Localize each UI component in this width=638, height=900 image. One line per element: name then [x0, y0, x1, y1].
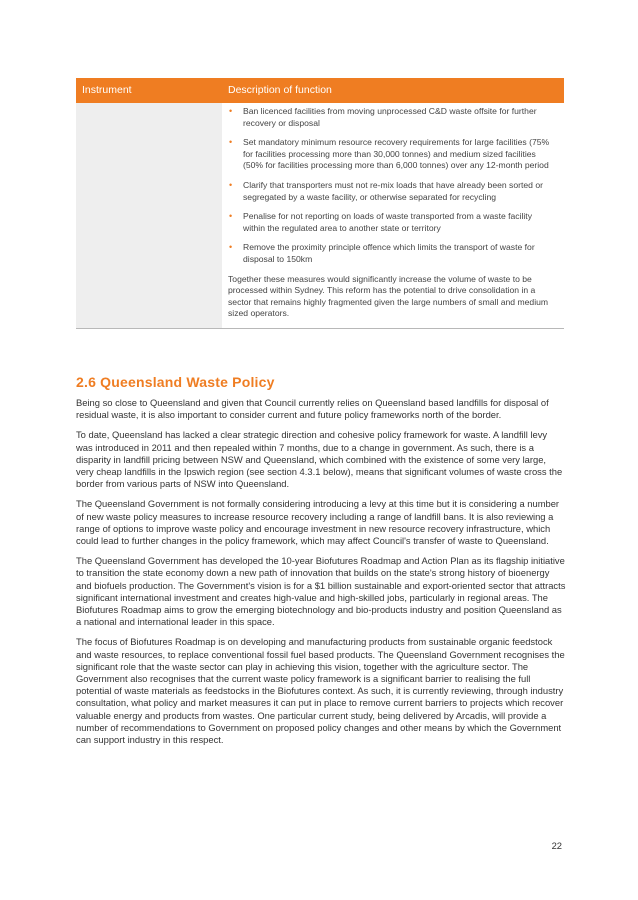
list-item-text: Ban licenced facilities from moving unprocessed C&D waste offsite for further recovery or disposal [243, 106, 537, 128]
list-item [228, 106, 554, 129]
list-item [228, 211, 554, 234]
list-item [228, 180, 554, 203]
header-description: Description of function [228, 84, 332, 96]
table-header-row [76, 78, 564, 103]
bullet-icon: • [229, 137, 233, 148]
list-item-text: Set mandatory minimum resource recovery requirements for large facilities (75% for facilities processing more than 30,000 tonnes) and medium sized facilities (50% for facilities processing more than 6,000 tonnes) over any 12-month period [243, 137, 550, 171]
table-summary: Together these measures would significantly increase the volume of waste to be processed within Sydney. This reform has the potential to drive consolidation in a sector that remains highly fragmented given the large numbers of small and medium sized operators. [228, 273, 549, 319]
page-number: 22 [551, 840, 562, 851]
paragraph: Being so close to Queensland and given that Council currently relies on Queensland based landfills for disposal of residual waste, it is also important to consider current and future policy frameworks north of the border. [76, 397, 549, 421]
header-instrument: Instrument [82, 84, 132, 96]
section-body [76, 397, 566, 754]
bullet-icon: • [229, 211, 233, 222]
description-cell [222, 103, 564, 328]
paragraph: The Queensland Government has developed the 10-year Biofutures Roadmap and Action Plan as its flagship initiative to transition the state economy down a new path of innovation that builds on the state's strong history of bioenergy and biofuels production. The Government's vision is for a $1 billion sustainable and export-oriented sector that attracts significant international investment and creates high-value and high-skilled jobs, particularly in regional areas. The Biofutures Roadmap aims to grow the emerging biotechnology and bio-products industry and position Queensland as a national and international leader in this space. [76, 555, 566, 628]
list-item [228, 137, 554, 172]
list-item [228, 242, 554, 265]
bullet-icon: • [229, 179, 233, 190]
table-row [76, 103, 564, 329]
section-heading: 2.6 Queensland Waste Policy [76, 374, 275, 390]
paragraph: The Queensland Government is not formally considering introducing a levy at this time but it is considering a number of new waste policy measures to increase resource recovery including a range of landfill bans. It is also reviewing a range of options to improve waste policy and encourage investment in new resource recovery infrastructure, which could lead to further changes in the policy framework, which may affect Council's transfer of waste to Queensland. [76, 498, 560, 547]
list-item-text: Penalise for not reporting on loads of waste transported from a waste facility within the regulated area to another state or territory [243, 211, 532, 233]
instrument-cell [76, 103, 222, 328]
paragraph: To date, Queensland has lacked a clear strategic direction and cohesive policy framework for waste. A landfill levy was introduced in 2011 and then repealed within 7 months, due to a change in government. As such, there is a disparity in landfill pricing between NSW and Queensland, which combined with the existence of some very large, very cheap landfills in the Ipswich region (see section 4.3.1 below), means that significant volumes of waste cross the border from various parts of NSW into Queensland. [76, 429, 563, 490]
bullet-icon: • [229, 242, 233, 253]
bullet-list [228, 106, 554, 266]
bullet-icon: • [229, 106, 233, 116]
function-table [76, 78, 564, 329]
list-item-text: Clarify that transporters must not re-mix loads that have already been sorted or segregated by a waste facility, or otherwise separated for recycling [243, 179, 543, 202]
paragraph: The focus of Biofutures Roadmap is on developing and manufacturing products from sustainable organic feedstock and waste resources, to replace conventional fossil fuel based products. The Queensland Government recognises the significant role that the waste sector can play in achieving this vision, together with the agriculture sector. The Government also recognises that the current waste policy framework is a significant barrier to realising the full potential of waste materials as feedstocks in the Biofutures context. As such, it is currently reviewing, through industry consultation, what policy and market measures it can put in place to remove current barriers to projects which recover valuable energy and products from wastes. One particular current study, being delivered by Arcadis, will provide a number of recommendations to Government on proposed policy changes and other means by which the Government can support industry in this respect. [76, 636, 565, 746]
list-item-text: Remove the proximity principle offence which limits the transport of waste for disposal to 150km [243, 242, 535, 264]
